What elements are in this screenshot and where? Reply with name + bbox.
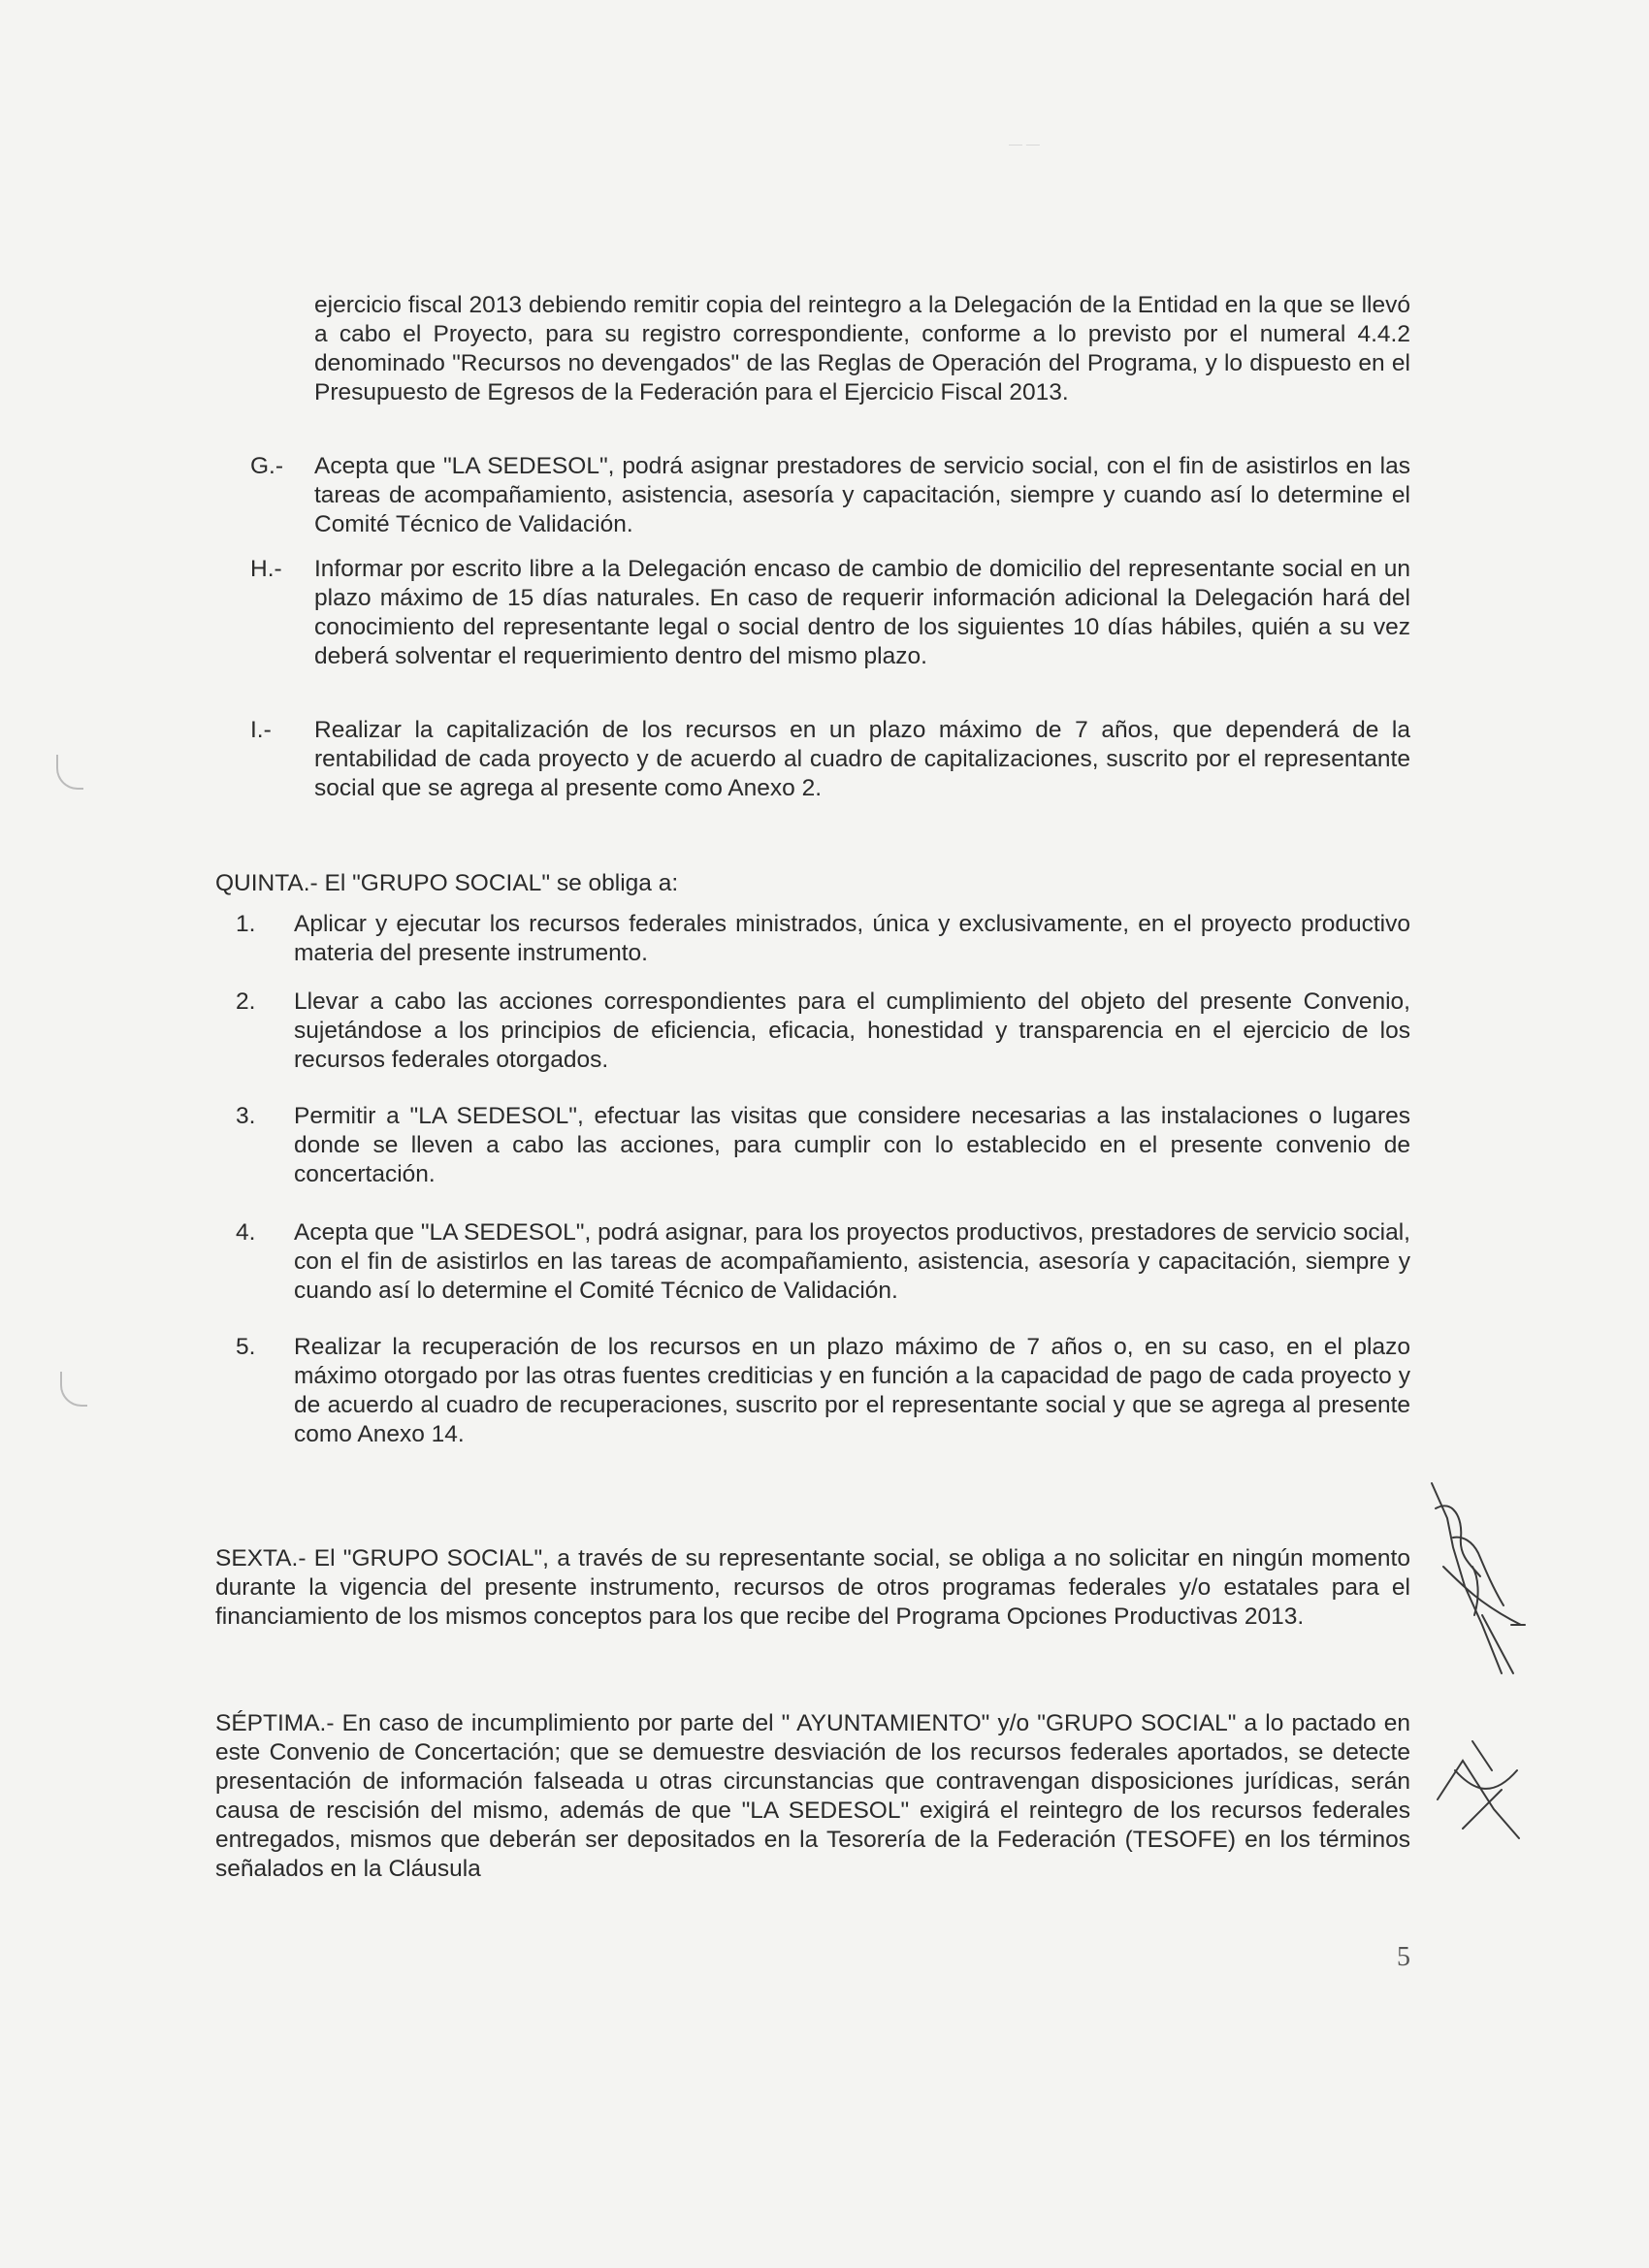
margin-punch-mark bbox=[60, 1372, 87, 1407]
item-marker: G.- bbox=[250, 453, 284, 479]
numbered-item-2 bbox=[236, 988, 1410, 1075]
intro-paragraph: ejercicio fiscal 2013 debiendo remitir copia del reintegro a la Delegación de la Entidad en la que se llevó a cabo el Proyecto, para su registro correspondiente, conforme a lo previsto por el numeral 4.4.2 denominado "Recursos no devengados" de las Reglas de Operación del Programa, y lo dispuesto en el Presupuesto de Egresos de la Federación para el Ejercicio Fiscal 2013. bbox=[314, 292, 1410, 405]
item-marker: I.- bbox=[250, 717, 272, 743]
numbered-item-4 bbox=[236, 1218, 1410, 1306]
quinta-heading: QUINTA.- El "GRUPO SOCIAL" se obliga a: bbox=[215, 870, 679, 896]
item-text: Informar por escrito libre a la Delegación encaso de cambio de domicilio del representante social en un plazo máximo de 15 días naturales. En caso de requerir información adicional la Delegación hará del conocimiento del representante legal o social dentro de los siguientes 10 días hábiles, quién a su vez deberá solventar el requerimiento dentro del mismo plazo. bbox=[314, 556, 1410, 669]
page-number: 5 bbox=[1397, 1942, 1410, 1972]
scan-smudge: — — bbox=[1009, 136, 1040, 151]
item-marker: 5. bbox=[236, 1334, 256, 1360]
item-text: Acepta que "LA SEDESOL", podrá asignar prestadores de servicio social, con el fin de asistirlos en las tareas de acompañamiento, asistencia, asesoría y capacitación, siempre y cuando así lo determine el Comité Técnico de Validación. bbox=[314, 453, 1410, 537]
lettered-item-g bbox=[250, 452, 1410, 539]
item-marker: 2. bbox=[236, 988, 256, 1015]
item-marker: 1. bbox=[236, 911, 256, 937]
item-text: Acepta que "LA SEDESOL", podrá asignar, para los proyectos productivos, prestadores de servicio social, con el fin de asistirlos en las tareas de acompañamiento, asistencia, asesoría y capacitación, siempre y cuando así lo determine el Comité Técnico de Validación. bbox=[294, 1219, 1410, 1304]
item-text: Realizar la recuperación de los recursos en un plazo máximo de 7 años o, en su caso, en el plazo máximo otorgado por las otras fuentes crediticias y en función a la capacidad de pago de cada proyecto y de acuerdo al cuadro de recuperaciones, suscrito por el representante social y que se agrega al presente como Anexo 14. bbox=[294, 1334, 1410, 1447]
item-text: Llevar a cabo las acciones correspondientes para el cumplimiento del objeto del presente Convenio, sujetándose a los principios de eficiencia, eficacia, honestidad y transparencia en el ejercicio de los recursos federales otorgados. bbox=[294, 988, 1410, 1073]
item-marker: H.- bbox=[250, 556, 282, 582]
item-marker: 4. bbox=[236, 1219, 256, 1246]
item-text: Aplicar y ejecutar los recursos federales ministrados, única y exclusivamente, en el proyecto productivo materia del presente instrumento. bbox=[294, 911, 1410, 966]
septima-paragraph: SÉPTIMA.- En caso de incumplimiento por parte del " AYUNTAMIENTO" y/o "GRUPO SOCIAL" a lo pactado en este Convenio de Concertación; que se demuestre desviación de los recursos federales aportados, se detecte presentación de información falseada u otras circunstancias que contravengan disposiciones jurídicas, serán causa de rescisión del mismo, además de que "LA SEDESOL" exigirá el reintegro de los recursos federales entregados, mismos que deberán ser depositados en la Tesorería de la Federación (TESOFE) en los términos señalados en la Cláusula bbox=[215, 1710, 1410, 1882]
sexta-paragraph: SEXTA.- El "GRUPO SOCIAL", a través de su representante social, se obliga a no solicitar en ningún momento durante la vigencia del presente instrumento, recursos de otros programas federales y/o estatales para el financiamiento de los mismos conceptos para los que recibe del Programa Opciones Productivas 2013. bbox=[215, 1545, 1410, 1630]
signature-initials-mark bbox=[1424, 1479, 1540, 1887]
numbered-item-5 bbox=[236, 1333, 1410, 1449]
lettered-item-h bbox=[250, 555, 1410, 700]
lettered-item-i bbox=[250, 716, 1410, 803]
numbered-item-1 bbox=[236, 910, 1410, 968]
item-marker: 3. bbox=[236, 1103, 256, 1129]
numbered-item-3 bbox=[236, 1102, 1410, 1189]
item-text: Permitir a "LA SEDESOL", efectuar las visitas que considere necesarias a las instalaciones o lugares donde se lleven a cabo las acciones, para cumplir con lo establecido en el presente convenio de concertación. bbox=[294, 1103, 1410, 1187]
margin-punch-mark bbox=[56, 755, 83, 790]
item-text: Realizar la capitalización de los recursos en un plazo máximo de 7 años, que dependerá de la rentabilidad de cada proyecto y de acuerdo al cuadro de capitalizaciones, suscrito por el representante social que se agrega al presente como Anexo 2. bbox=[314, 717, 1410, 801]
